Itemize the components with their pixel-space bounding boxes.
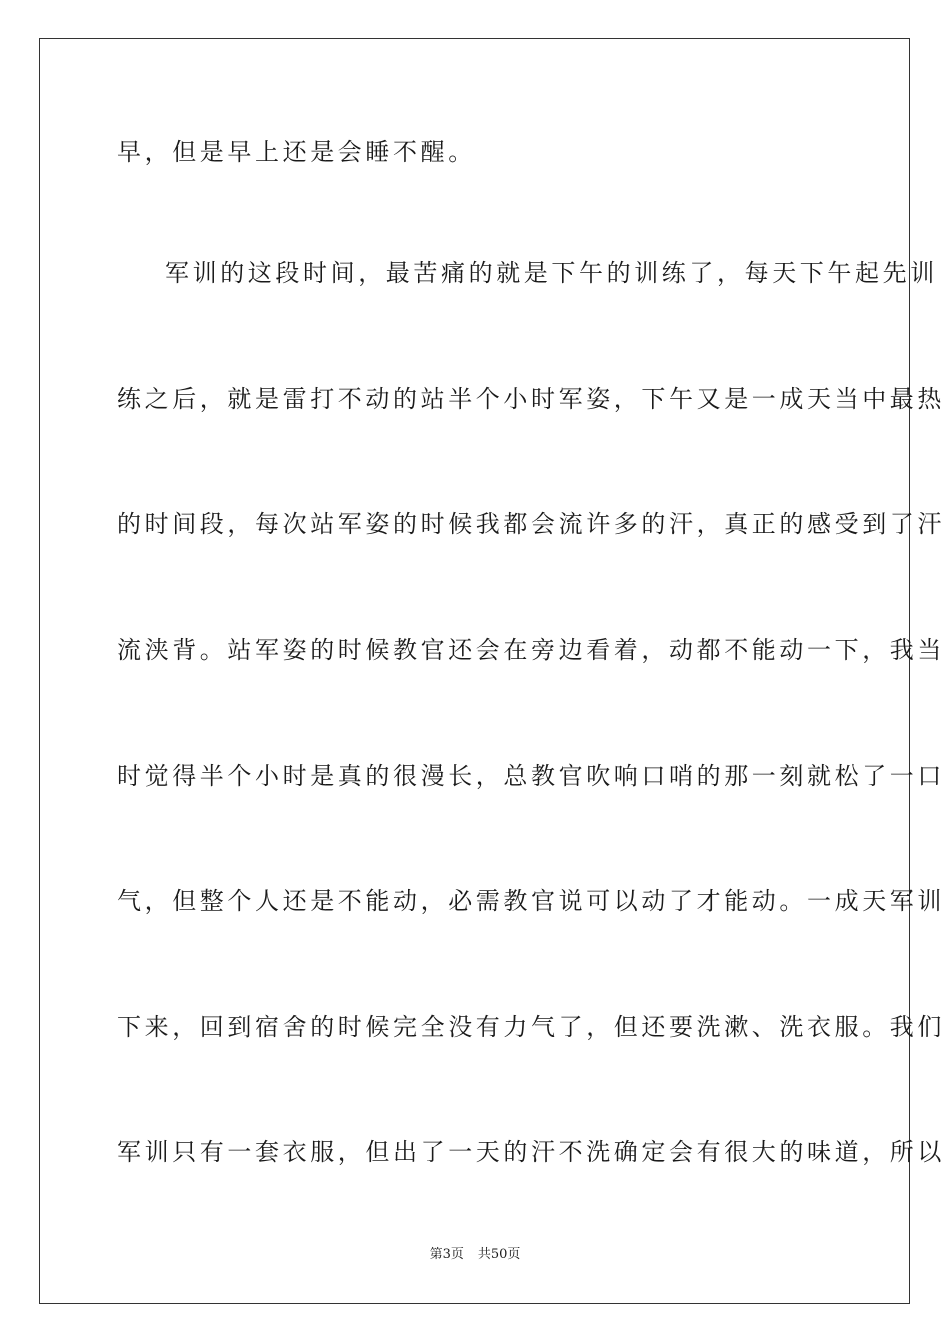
text-line-9: 军训只有一套衣服，但出了一天的汗不洗确定会有很大的味道，所以: [117, 1138, 945, 1166]
paragraph-first-line: 军训的这段时间，最苦痛的就是下午的训练了，每天下午起先训: [165, 259, 938, 287]
page-number: 第3页: [429, 1247, 464, 1262]
text-line-6: 时觉得半个小时是真的很漫长，总教官吹响口哨的那一刻就松了一口: [117, 762, 945, 790]
text-line-7: 气，但整个人还是不能动，必需教官说可以动了才能动。一成天军训: [117, 887, 945, 915]
page-border: [39, 38, 945, 1304]
text-line-5: 流浃背。站军姿的时候教官还会在旁边看着，动都不能动一下，我当: [117, 636, 945, 664]
page-footer: [0, 1246, 950, 1264]
page-total: 共50页: [477, 1247, 521, 1262]
text-line-1: 早，但是早上还是会睡不醒。: [117, 138, 476, 166]
text-line-8: 下来，回到宿舍的时候完全没有力气了，但还要洗漱、洗衣服。我们: [117, 1013, 945, 1041]
text-line-4: 的时间段，每次站军姿的时候我都会流许多的汗，真正的感受到了汗: [117, 510, 945, 538]
text-line-3: 练之后，就是雷打不动的站半个小时军姿，下午又是一成天当中最热: [117, 385, 945, 413]
